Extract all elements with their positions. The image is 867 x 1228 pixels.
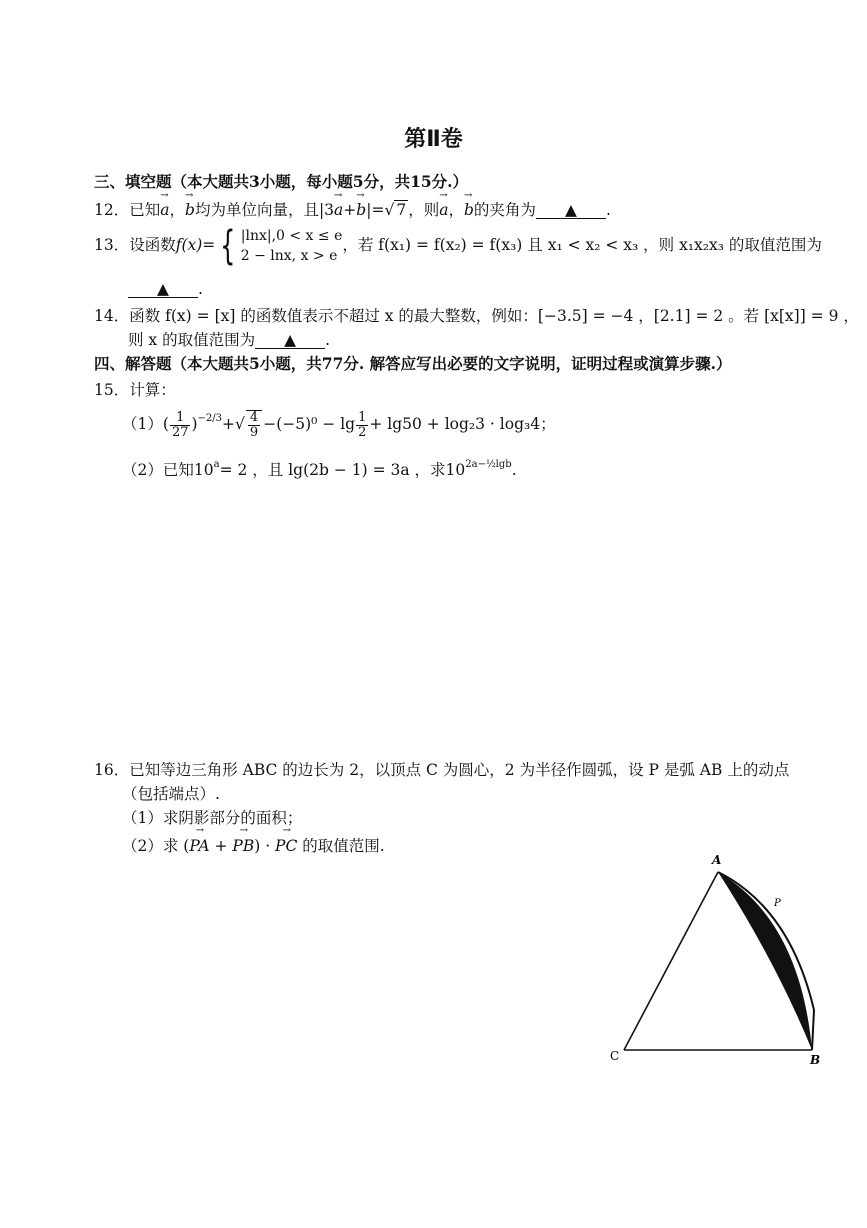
exponent: 2a−½lgb xyxy=(465,459,512,470)
section-fill-in-heading: 三、填空题（本大题共3小题，每小题5分，共15分.） xyxy=(94,172,469,191)
case-one: |lnx|,0 < x ≤ e xyxy=(240,228,343,244)
paren-open: ( xyxy=(162,415,169,433)
q12-prefix: 12．已知 xyxy=(94,201,161,219)
answer-blank[interactable]: ▲ xyxy=(255,332,325,349)
label-p: P xyxy=(774,898,781,909)
question-15: 15．计算： xyxy=(94,381,176,399)
numerator: 4 xyxy=(249,410,259,425)
side-ca xyxy=(624,872,718,1050)
section-solve-heading: 四、解答题（本大题共5小题，共77分. 解答应写出必要的文字说明，证明过程或演算步骤.） xyxy=(94,354,732,373)
condition-text: = 2 ，且 lg(2b − 1) = 3a ，求 xyxy=(219,461,446,479)
vector-a: → a xyxy=(439,201,448,219)
part-label: （2）求 ( xyxy=(122,837,190,855)
question-15-part1: （1）( $\frac{1}{27}$ )$^{-2/3}$+√ $\frac{4}{9}$ −(−5)⁰ − lg $\frac{1}{2}$ + lg50 + log₂3 · log₃4； xyxy=(122,409,556,440)
numerator: 1 xyxy=(170,411,191,426)
q13-function: f(x)= xyxy=(175,236,216,254)
question-14: 14．函数 f(x) = [x] 的函数值表示不超过 x 的最大整数，例如：[−3.5] = −4 ，[2.1] = 2 。若 [x[x]] = 9 ， xyxy=(94,307,859,325)
question-16: 16．已知等边三角形 ABC 的边长为 2，以顶点 C 为圆心，2 为半径作圆弧，设 P 是弧 AB 上的动点 xyxy=(94,761,790,779)
base-ten: 10 xyxy=(193,461,214,479)
label-c: C xyxy=(610,1049,620,1063)
label-a: A xyxy=(712,853,722,867)
fraction xyxy=(356,411,368,440)
dot: ) · xyxy=(254,837,276,855)
plus: + xyxy=(209,837,233,855)
q12-comma: ， xyxy=(169,201,185,219)
vector-pc: → PC xyxy=(275,837,297,855)
end-period: . xyxy=(511,461,517,479)
q13-prefix: 13．设函数 xyxy=(94,236,176,254)
question-16-part2 xyxy=(122,834,385,856)
arc-ab xyxy=(718,872,814,1050)
fraction xyxy=(170,411,191,440)
exponent: −2/3 xyxy=(197,413,223,424)
expr-middle: −(−5)⁰ − lg xyxy=(263,415,356,433)
plus: + xyxy=(222,415,236,433)
q13-condition: ，若 f(x₁) = f(x₂) = f(x₃) 且 x₁ < x₂ < x₃ ，则 x₁x₂x₃ 的取值范围为 xyxy=(342,236,822,254)
q12-end: . xyxy=(605,201,611,219)
vector-b: → b xyxy=(356,201,366,219)
case-two: 2 − lnx, x > e xyxy=(240,248,338,264)
answer-blank[interactable]: ▲ xyxy=(128,281,198,298)
vector-b: → b xyxy=(185,201,195,219)
q14-text: 则 x 的取值范围为 xyxy=(128,331,256,349)
q13-end: . xyxy=(198,280,203,298)
page-title: 第Ⅱ卷 xyxy=(404,127,463,152)
denominator: 2 xyxy=(358,424,367,440)
vector-a: → a xyxy=(160,201,169,219)
question-14-line2 xyxy=(128,328,330,350)
denominator: 9 xyxy=(249,425,259,440)
denominator: 27 xyxy=(171,424,189,440)
paren-close: ) xyxy=(191,415,198,433)
part-label: （2）已知 xyxy=(122,461,194,479)
vector-pa: → PA xyxy=(189,837,209,855)
brace-icon: { xyxy=(220,223,236,269)
q14-end: . xyxy=(325,331,331,349)
triangle-figure xyxy=(600,850,840,1075)
piecewise-cases xyxy=(241,226,343,266)
q12-then: ，则 xyxy=(408,201,440,219)
q12-plus: + xyxy=(343,201,357,219)
vector-a: → a xyxy=(334,201,343,219)
question-13-answer xyxy=(128,280,203,298)
question-13 xyxy=(94,223,822,269)
label-b: B xyxy=(810,1053,821,1067)
question-16-line2: （包括端点）. xyxy=(122,785,220,803)
expr-end: + lg50 + log₂3 · log₃4； xyxy=(369,415,556,433)
question-15-part2 xyxy=(122,458,517,480)
sqrt-seven: 7 xyxy=(396,201,407,219)
base-ten: 10 xyxy=(445,461,466,479)
vector-pb: → PB xyxy=(232,837,254,855)
numerator: 1 xyxy=(358,409,367,425)
sqrt-fraction xyxy=(246,410,262,440)
vector-b: → b xyxy=(464,201,474,219)
part-label: （1） xyxy=(122,415,163,433)
q12-angle-text: 的夹角为 xyxy=(473,201,536,219)
q12-text: 均为单位向量，且|3 xyxy=(194,201,335,219)
exponent: a xyxy=(213,459,220,470)
q12-comma2: ， xyxy=(448,201,464,219)
question-16-part1: （1）求阴影部分的面积； xyxy=(122,809,303,827)
q12-eq: |= xyxy=(366,201,385,219)
answer-blank[interactable]: ▲ xyxy=(536,202,606,219)
part-end: 的取值范围. xyxy=(297,837,385,855)
question-12: 12．已知→ a，→ b均为单位向量，且|3→ a+→ b|=√ 7 ，则→ a，→ b的夹角为 ▲ . xyxy=(94,198,611,220)
